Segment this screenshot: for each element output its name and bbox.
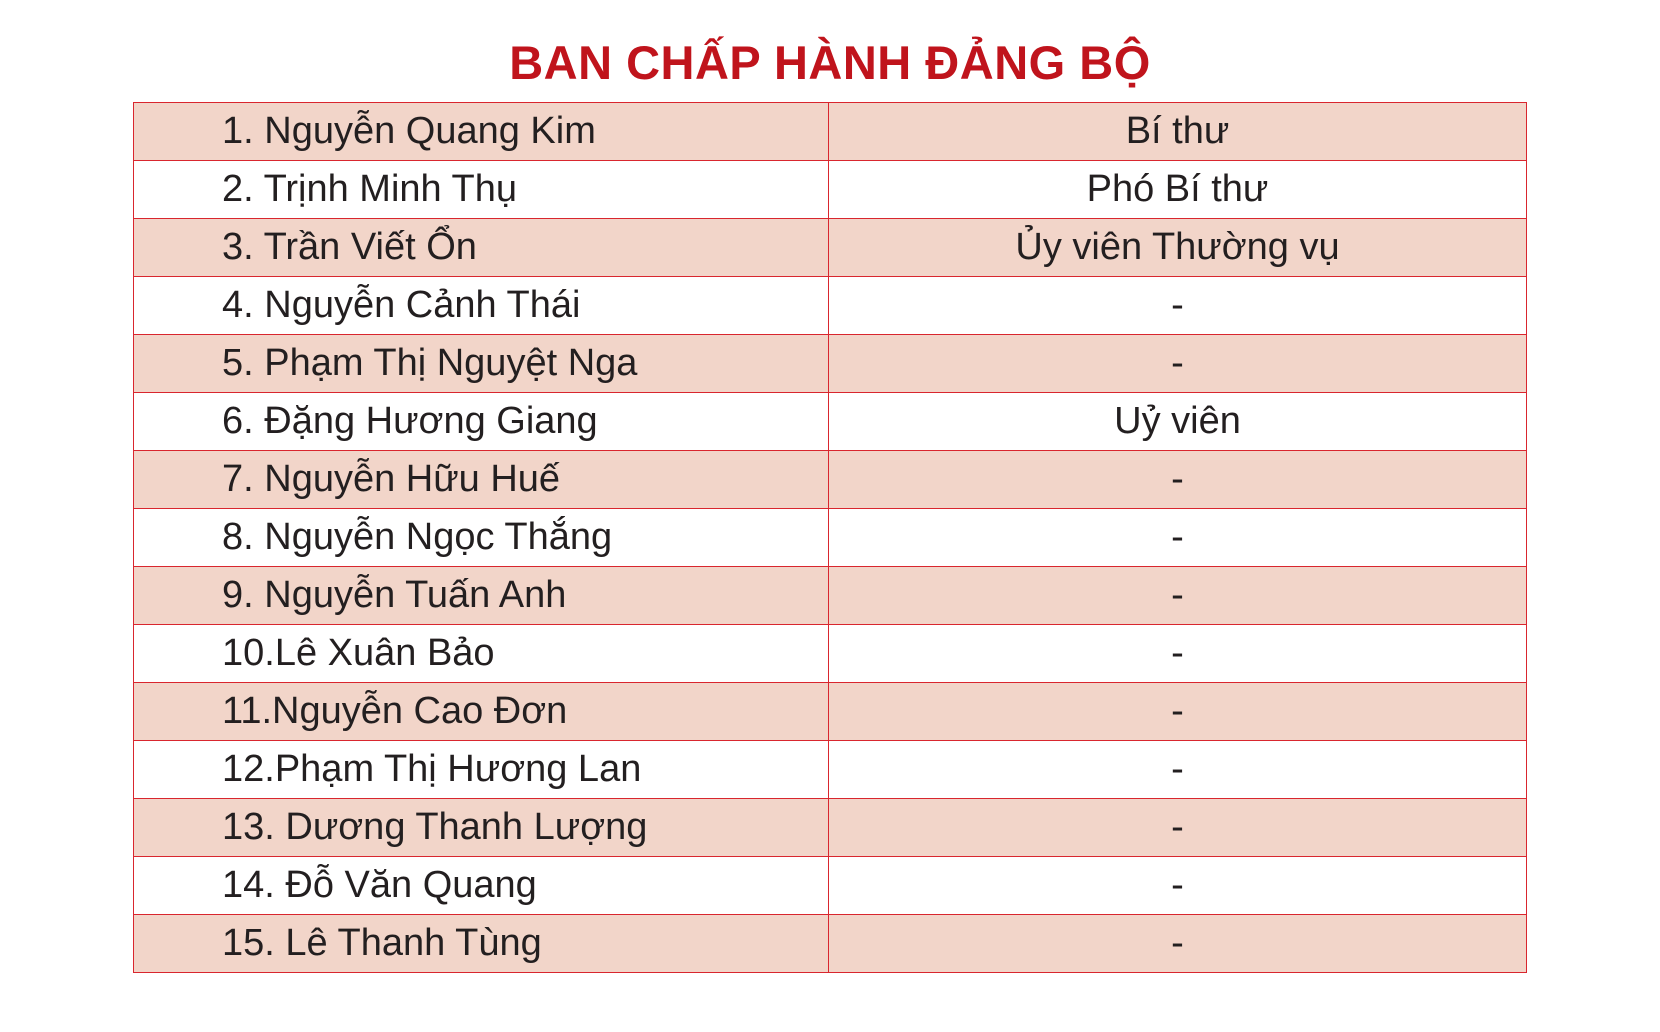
table-row: [134, 567, 1527, 625]
member-name: 1. Nguyễn Quang Kim: [134, 103, 829, 161]
member-role: -: [829, 567, 1527, 625]
member-role: -: [829, 625, 1527, 683]
member-role: Bí thư: [829, 103, 1527, 161]
table-row: [134, 625, 1527, 683]
committee-table: [133, 102, 1527, 973]
member-name: 13. Dương Thanh Lượng: [134, 799, 829, 857]
table-row: [134, 219, 1527, 277]
table-row: [134, 451, 1527, 509]
table-row: [134, 277, 1527, 335]
page-title: BAN CHẤP HÀNH ĐẢNG BỘ: [509, 36, 1151, 89]
member-name: 10.Lê Xuân Bảo: [134, 625, 829, 683]
table-row: [134, 393, 1527, 451]
table-row: [134, 799, 1527, 857]
member-role: Uỷ viên: [829, 393, 1527, 451]
member-name: 8. Nguyễn Ngọc Thắng: [134, 509, 829, 567]
table-row: [134, 741, 1527, 799]
member-role: -: [829, 683, 1527, 741]
member-name: 5. Phạm Thị Nguyệt Nga: [134, 335, 829, 393]
member-name: 7. Nguyễn Hữu Huế: [134, 451, 829, 509]
member-role: -: [829, 915, 1527, 973]
member-role: -: [829, 741, 1527, 799]
table-row: [134, 509, 1527, 567]
member-role: -: [829, 509, 1527, 567]
table-row: [134, 103, 1527, 161]
member-role: -: [829, 277, 1527, 335]
member-role: -: [829, 857, 1527, 915]
member-name: 9. Nguyễn Tuấn Anh: [134, 567, 829, 625]
member-role: Phó Bí thư: [829, 161, 1527, 219]
member-name: 14. Đỗ Văn Quang: [134, 857, 829, 915]
table-row: [134, 915, 1527, 973]
member-name: 3. Trần Viết Ổn: [134, 219, 829, 277]
member-name: 11.Nguyễn Cao Đơn: [134, 683, 829, 741]
member-role: -: [829, 335, 1527, 393]
member-role: -: [829, 799, 1527, 857]
table-row: [134, 161, 1527, 219]
member-role: -: [829, 451, 1527, 509]
member-name: 6. Đặng Hương Giang: [134, 393, 829, 451]
committee-table-body: [134, 103, 1527, 973]
table-row: [134, 683, 1527, 741]
table-row: [134, 335, 1527, 393]
member-role: Ủy viên Thường vụ: [829, 219, 1527, 277]
member-name: 4. Nguyễn Cảnh Thái: [134, 277, 829, 335]
table-row: [134, 857, 1527, 915]
member-name: 12.Phạm Thị Hương Lan: [134, 741, 829, 799]
member-name: 15. Lê Thanh Tùng: [134, 915, 829, 973]
member-name: 2. Trịnh Minh Thụ: [134, 161, 829, 219]
